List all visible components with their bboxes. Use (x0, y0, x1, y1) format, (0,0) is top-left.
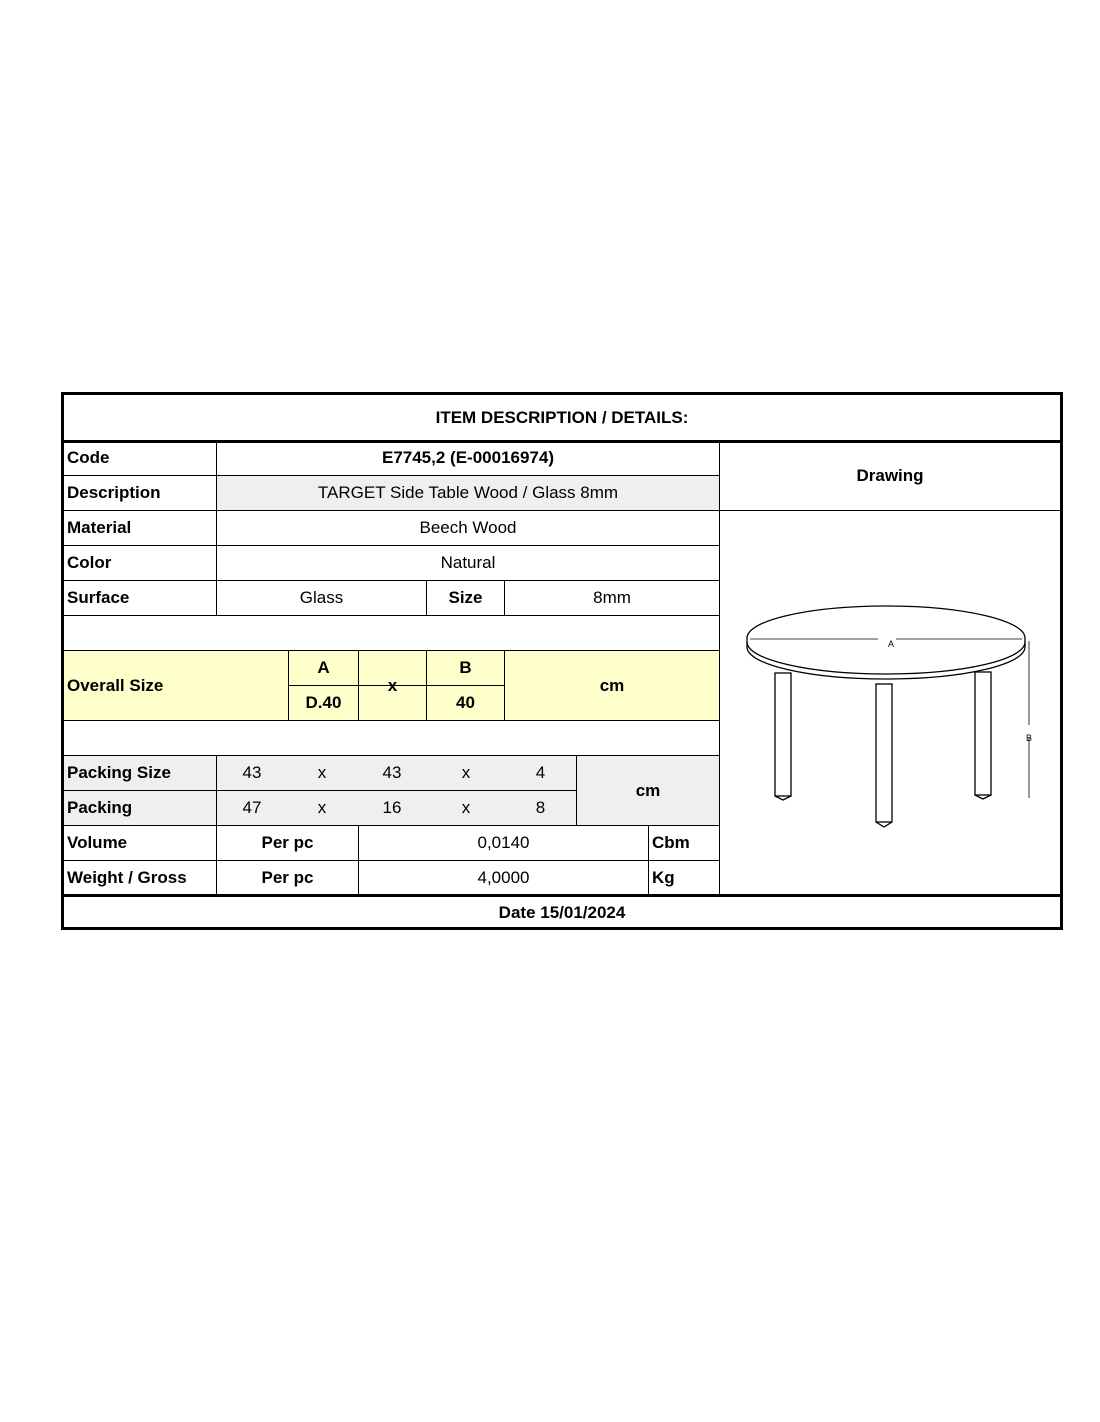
drawing-label: Drawing (856, 465, 924, 485)
code-value: E7745,2 (E-00016974) (381, 448, 555, 467)
packing-size-length: 43 (242, 763, 262, 782)
dimension-a-marker: A (887, 639, 894, 649)
times-sign: x (461, 763, 471, 782)
dimension-b-label: B (459, 658, 472, 677)
dimension-b-value: 40 (456, 693, 475, 712)
color-label: Color (67, 553, 112, 572)
volume-per: Per pc (261, 833, 314, 852)
packing-size-width: 43 (382, 763, 402, 782)
sheet-title: ITEM DESCRIPTION / DETAILS: (435, 408, 689, 427)
item-details-sheet (61, 392, 1063, 930)
material-value: Beech Wood (419, 518, 517, 537)
times-sign: x (317, 763, 327, 782)
packing-label: Packing (67, 798, 133, 817)
volume-unit: Cbm (652, 833, 690, 852)
packing-unit: cm (635, 780, 661, 800)
size-label: Size (448, 588, 483, 607)
date-stamp: Date 15/01/2024 (498, 903, 626, 922)
surface-value: Glass (299, 588, 344, 607)
description-label: Description (67, 483, 161, 502)
overall-size-unit: cm (599, 675, 625, 695)
code-label: Code (67, 448, 110, 467)
color-value: Natural (440, 553, 496, 572)
divider (64, 615, 720, 616)
divider (64, 720, 720, 721)
packing-size-height: 4 (535, 763, 546, 782)
material-label: Material (67, 518, 132, 537)
volume-label: Volume (67, 833, 128, 852)
surface-label: Surface (67, 588, 130, 607)
size-value: 8mm (593, 588, 631, 607)
packing-size-label: Packing Size (67, 763, 171, 782)
dimension-a-value: D.40 (305, 693, 342, 712)
weight-value: 4,0000 (477, 867, 530, 887)
volume-value: 0,0140 (477, 833, 530, 852)
dimension-a-label: A (317, 658, 330, 677)
packing-length: 47 (242, 798, 262, 817)
weight-label: Weight / Gross (67, 867, 187, 887)
packing-width: 16 (382, 798, 402, 817)
description-value: TARGET Side Table Wood / Glass 8mm (317, 483, 619, 502)
packing-height: 8 (535, 798, 546, 817)
times-sign: x (387, 675, 398, 695)
dimension-b-marker: B (1025, 733, 1032, 743)
side-table-drawing (720, 511, 1060, 894)
times-sign: x (317, 798, 327, 817)
times-sign: x (461, 798, 471, 817)
weight-per: Per pc (261, 867, 314, 887)
overall-size-label: Overall Size (67, 675, 164, 695)
weight-unit: Kg (652, 867, 675, 887)
